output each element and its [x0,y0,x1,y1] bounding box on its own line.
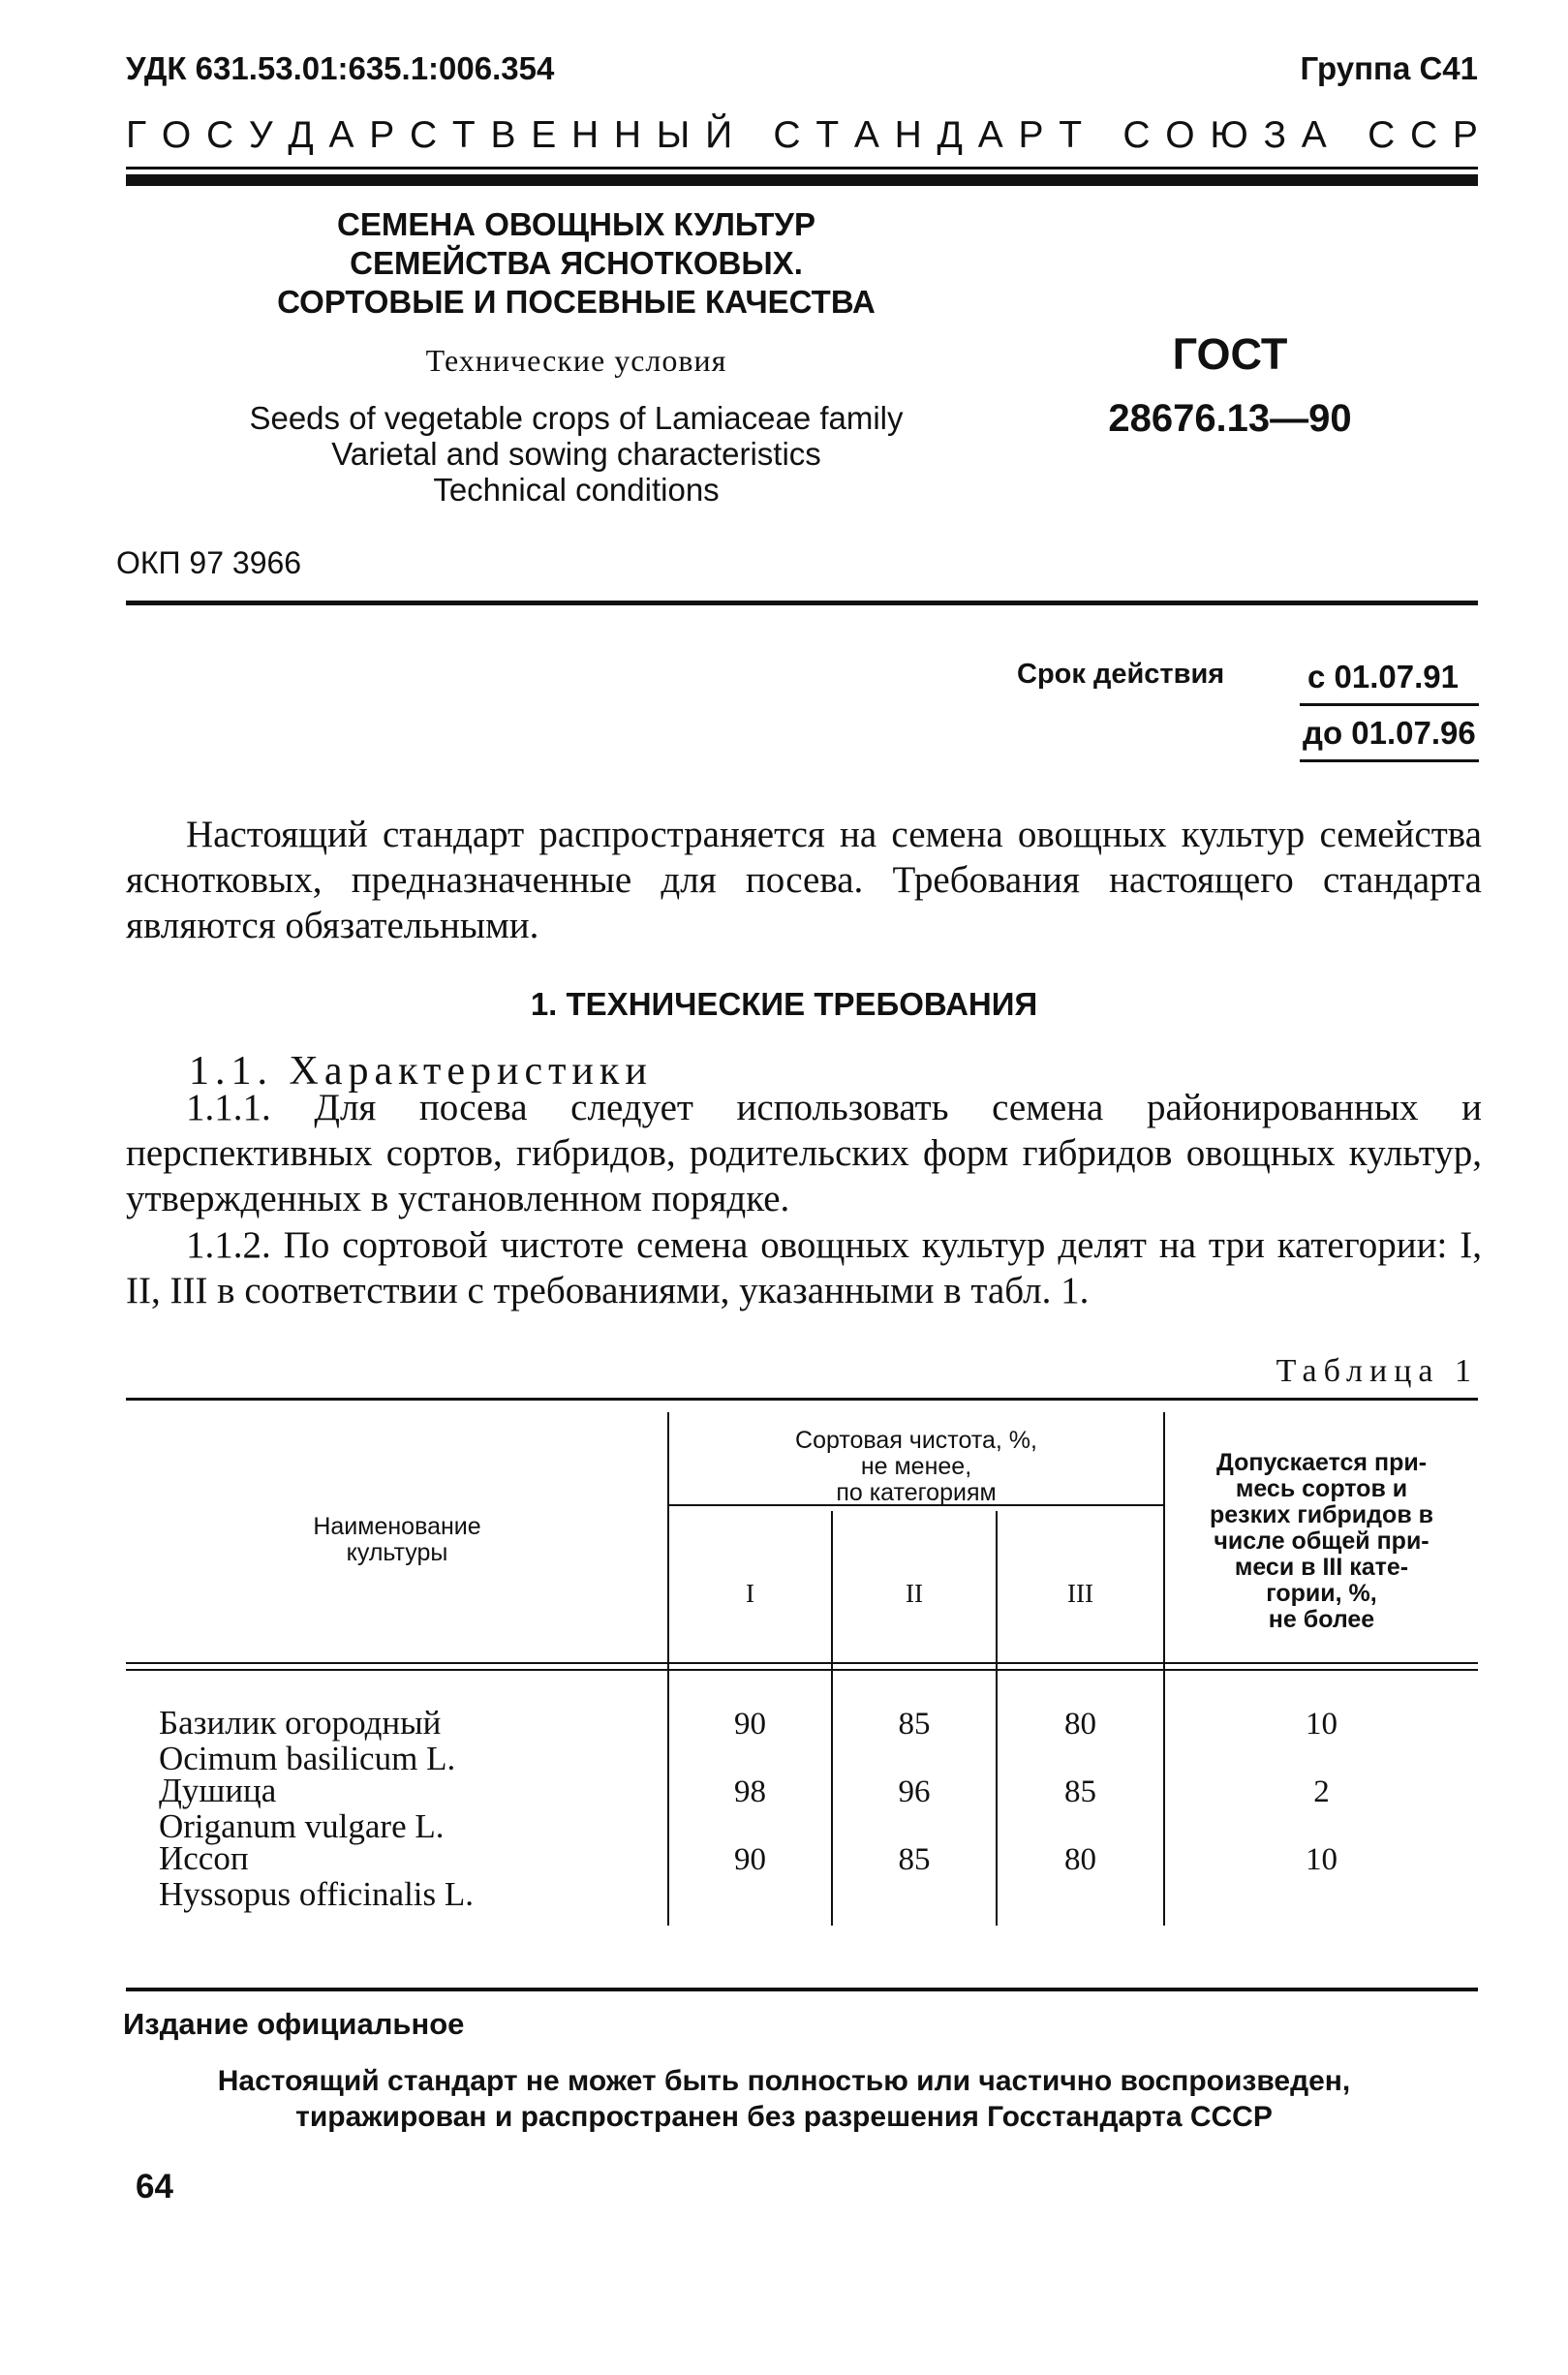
crop-name-ru: Базилик огородный [159,1704,442,1742]
heading-letter: Й [705,114,733,156]
category-header-ii: II [906,1579,923,1608]
heading-letter: А [977,114,1003,156]
admix-line-1: Допускается при- [1215,1449,1428,1476]
heading-letter: Н [613,114,642,156]
notice-line-1: Настоящий стандарт не может быть полностью или частично воспроизведен, [217,2065,1351,2097]
clause-1-1-2: 1.1.2. По сортовой чистоте семена овощных культур делят на три категории: I, II, III в соответствии с требованиями, указанными в табл. 1. [126,1224,1482,1311]
cell-cat-iii: 85 [1064,1774,1096,1809]
heading-letter: Р [1452,114,1478,156]
heading-letter: Д [288,114,314,156]
cell-cat-iii: 80 [1064,1842,1096,1877]
title-divider [126,601,1478,605]
crop-header-line-2: культуры [346,1539,448,1566]
heading-letter: С [410,114,438,156]
intro-paragraph: Настоящий стандарт распространяется на семена овощных культур семейства яснотковых, предназначенные для посева. Требования настоящего стандарта являются обязательными. [126,814,1482,946]
crop-column-header [145,1514,649,1566]
heading-letter: Т [451,114,476,156]
table-header-rule-2 [126,1669,1478,1671]
category-header-iii: III [1067,1579,1093,1608]
table-top-rule [126,1398,1478,1401]
cell-admixture: 10 [1306,1707,1337,1742]
header-rule-thin [126,167,1478,170]
heading-letter: Д [937,114,963,156]
heading-letter: С [1409,114,1438,156]
crop-name-lat: Hyssopus officinalis L. [159,1875,475,1913]
admix-line-7: не более [1268,1606,1375,1633]
notice-line-2: тиражирован и распространен без разрешения Госстандарта СССР [295,2101,1273,2133]
heading-letter: Р [1018,114,1044,156]
purity-header-line-1: Сортовая чистота, %, [795,1427,1037,1454]
heading-letter: Т [815,114,840,156]
cell-cat-ii: 85 [898,1842,931,1877]
footer-rule [126,1988,1478,1991]
title-line-1: СЕМЕНА ОВОЩНЫХ КУЛЬТУР [337,206,815,242]
heading-letter: О [161,114,192,156]
heading-letter: Н [894,114,922,156]
crop-name-ru: Иссоп [159,1839,249,1877]
title-en-line-3: Technical conditions [433,472,720,508]
heading-letter: Ю [1210,114,1248,156]
table-row [126,1840,1478,1918]
technical-conditions-ru: Технические условия [425,343,727,378]
crop-name [159,1840,474,1912]
heading-letter: Н [570,114,600,156]
title-line-2: СЕМЕЙСТВА ЯСНОТКОВЫХ. [350,245,803,281]
heading-letter: С [205,114,234,156]
heading-letter: С [1122,114,1151,156]
heading-letter: А [853,114,879,156]
admix-line-6: гории, %, [1266,1580,1377,1607]
copyright-notice [0,2063,1568,2135]
heading-letter: С [773,114,801,156]
title-block [208,205,944,508]
purity-group-header [669,1428,1163,1506]
page-number: 64 [136,2168,173,2205]
gost-number: 28676.13—90 [1108,397,1352,440]
title-en-line-2: Varietal and sowing characteristics [331,436,821,472]
heading-letter: С [1368,114,1396,156]
category-header-i: I [746,1579,754,1608]
cell-cat-i: 90 [734,1707,766,1742]
heading-letter: А [328,114,354,156]
state-standard-heading [126,114,1478,157]
edition-label: Издание официальное [123,2007,465,2041]
clause-1-1-1: 1.1.1. Для посева следует использовать семена районированных и перспективных сортов, гибридов, родительских форм гибридов овощных культур, утвержденных в установленном порядке. [126,1087,1482,1219]
section-heading: 1. ТЕХНИЧЕСКИЕ ТРЕБОВАНИЯ [530,986,1038,1022]
valid-from: с 01.07.91 [1307,659,1459,694]
heading-letter: О [1165,114,1195,156]
purity-header-line-3: по категориям [836,1479,997,1506]
cell-cat-ii: 96 [898,1774,931,1809]
heading-letter: Ы [656,114,691,156]
crop-name [159,1705,455,1776]
heading-gap [1342,114,1353,157]
table-caption: Таблица 1 [1276,1353,1478,1389]
heading-letter: У [248,114,273,156]
admix-line-4: числе общей при- [1214,1527,1430,1555]
purity-header-line-2: не менее, [860,1453,972,1480]
table-header-rule-1 [126,1662,1478,1664]
crop-name [159,1773,445,1844]
subsection-heading: 1.1. Характеристики [189,1049,653,1094]
cell-cat-iii: 80 [1064,1707,1096,1742]
title-english [208,400,944,508]
cell-admixture: 2 [1313,1774,1330,1809]
header-rule-thick [126,174,1478,186]
admix-line-3: резких гибридов в [1209,1501,1434,1528]
heading-letter: Г [126,114,147,156]
cell-cat-i: 90 [734,1842,766,1877]
okp-code: ОКП 97 3966 [116,545,302,580]
table-row [126,1772,1478,1845]
crop-name-ru: Душица [159,1772,277,1809]
heading-gap [1097,114,1108,157]
udk-code: УДК 631.53.01:635.1:006.354 [126,50,555,86]
admix-line-2: месь сортов и [1235,1475,1408,1502]
heading-letter: Е [531,114,557,156]
crop-header-line-1: Наименование [313,1513,481,1540]
validity-underline [1300,759,1479,762]
heading-letter: А [1301,114,1327,156]
cell-cat-ii: 85 [898,1707,931,1742]
validity-divider [1300,703,1479,706]
heading-letter: З [1263,114,1287,156]
cell-admixture: 10 [1306,1842,1337,1877]
admix-line-5: меси в III кате- [1234,1554,1409,1581]
heading-letter: Р [369,114,395,156]
heading-letter: Т [1059,114,1083,156]
admixture-column-header [1165,1450,1478,1633]
cell-cat-i: 98 [734,1774,766,1809]
table-row [126,1704,1478,1777]
validity-label: Срок действия [1017,659,1225,690]
crop-name-lat: Origanum vulgare L. [159,1807,445,1845]
valid-to: до 01.07.96 [1303,715,1476,751]
crop-name-lat: Ocimum basilicum L. [159,1740,456,1777]
title-line-3: СОРТОВЫЕ И ПОСЕВНЫЕ КАЧЕСТВА [277,284,876,320]
title-en-line-1: Seeds of vegetable crops of Lamiaceae family [249,400,904,436]
gost-label: ГОСТ [1172,329,1288,379]
heading-letter: В [490,114,516,156]
heading-gap [748,114,758,157]
group-code: Группа С41 [1300,50,1478,86]
